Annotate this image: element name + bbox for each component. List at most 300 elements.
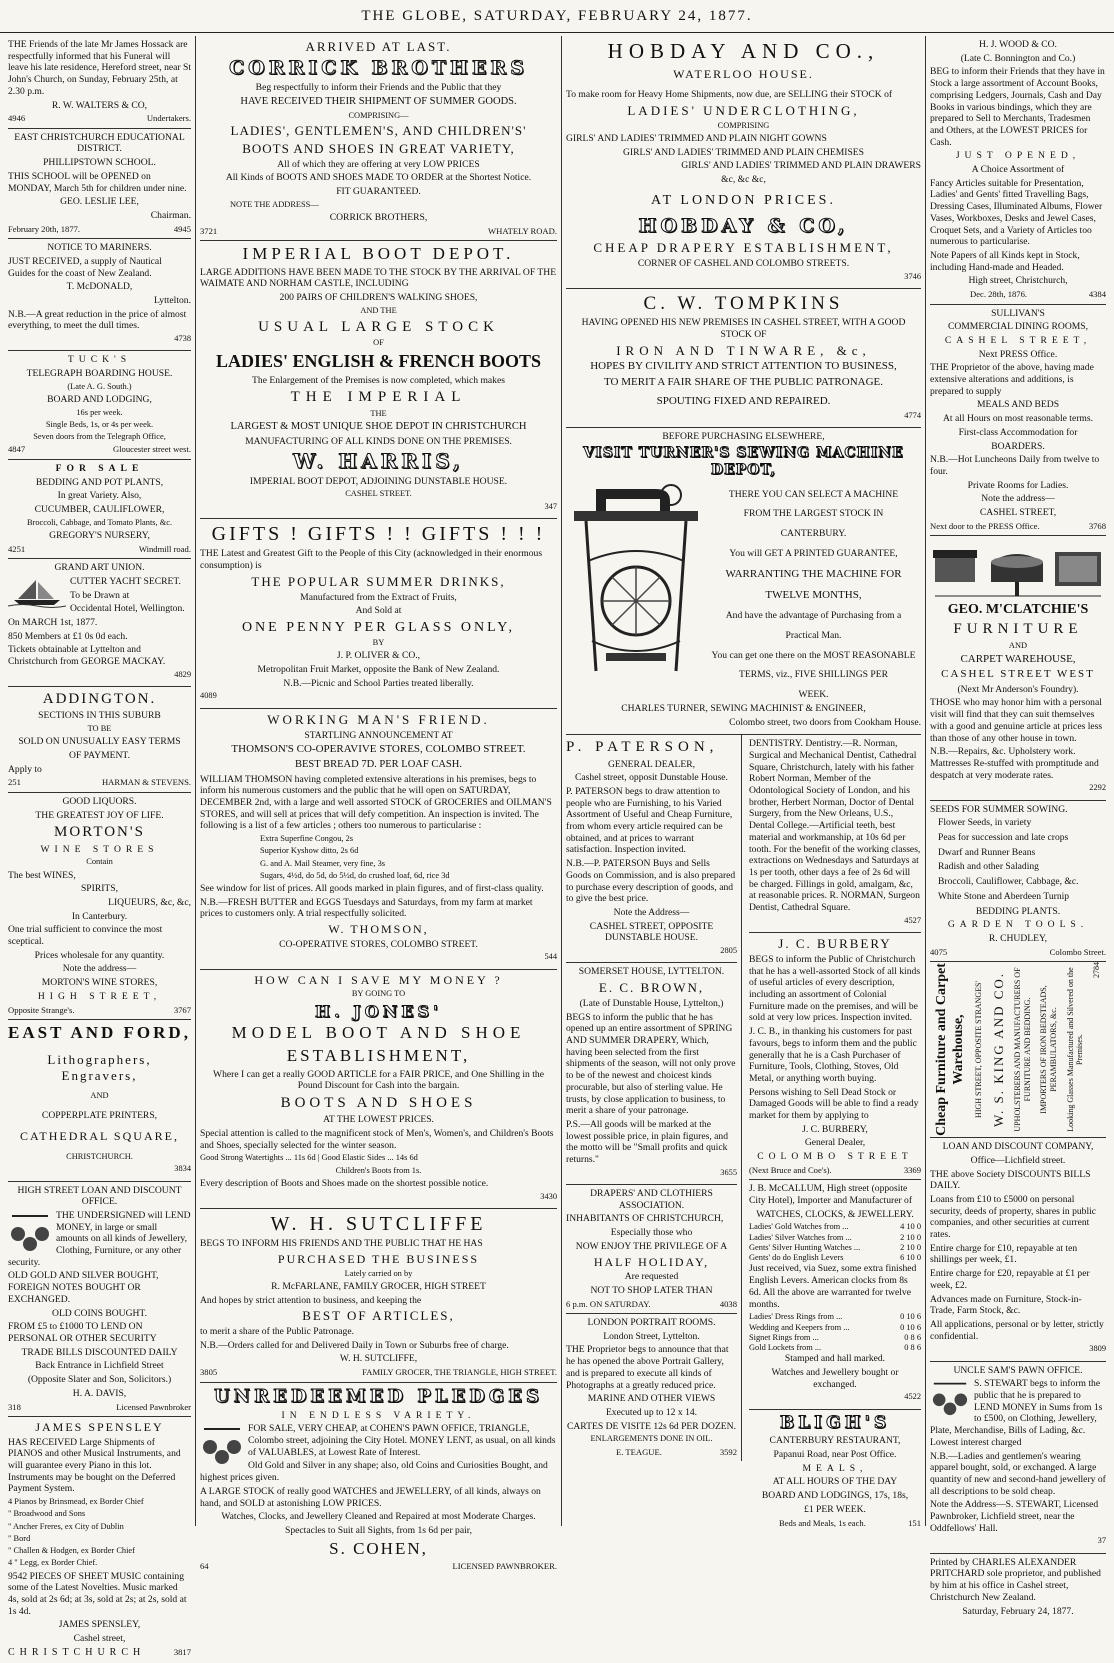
- ad-line: NOTE THE ADDRESS—: [230, 199, 319, 209]
- ad-line: Manufactured from the Extract of Fruits,: [300, 591, 457, 603]
- column-1: [4, 36, 196, 1658]
- ad-signature: J. P. OLIVER & CO.,: [336, 650, 421, 662]
- ad-line: GARDEN TOOLS.: [947, 919, 1089, 931]
- ad-line: Watches and Jewellery bought or exchanged.: [771, 1366, 899, 1390]
- ad-heading: LONDON PORTRAIT ROOMS.: [587, 1317, 716, 1329]
- ad-line: The best WINES,: [8, 869, 76, 881]
- ad-line: Special attention is called to the magnificent stock of Men's, Women's, and Children's Boots and Shoes, specially selected for the winter season.: [200, 1127, 554, 1151]
- ad-signature: H. A. DAVIS,: [72, 1387, 127, 1399]
- ad-cohens-pawn-office: [200, 1383, 557, 1576]
- ad-list-item: " Ancher Freres, ex City of Dublin: [8, 1521, 124, 1531]
- column-2: [196, 36, 562, 1572]
- ad-list-item: Sugars, 4½d, do 5d, do 5½d, do crushed loaf, 6d, rice 3d: [260, 870, 450, 880]
- ad-line: Seven doors from the Telegraph Office,: [33, 432, 166, 442]
- ad-line: N.B.—Hot Luncheons Daily from twelve to four.: [930, 454, 1100, 477]
- ad-heading: WORKING MAN'S FRIEND.: [267, 711, 490, 727]
- ad-line: N.B.—P. PATERSON Buys and Sells Goods on Commission, and is also prepared to purchase every description of goods, and to give the best price.: [566, 858, 736, 905]
- ad-line: Loans from £10 to £5000 on personal security, deeds of property, shares in public companies, and other securities at current rates.: [930, 1193, 1097, 1241]
- ad-line: CUCUMBER, CAULIFLOWER,: [34, 503, 165, 515]
- ad-line: THE above Society DISCOUNTS BILLS DAILY.: [930, 1168, 1091, 1192]
- ad-text: THIS SCHOOL will be OPENED on MONDAY, March 5th for children under nine.: [8, 170, 187, 194]
- ad-line: FROM £5 to £1000 TO LEND ON PERSONAL OR OTHER SECURITY: [8, 1321, 157, 1344]
- ad-heading: IMPERIAL BOOT DEPOT.: [242, 244, 515, 264]
- column-3-left: [566, 735, 742, 1461]
- ad-heading: VISIT TURNER'S SEWING MACHINE DEPOT,: [583, 444, 904, 478]
- ad-number: 3805: [200, 1367, 218, 1378]
- ad-number: 2292: [1089, 783, 1106, 793]
- seed-list-item: Broccoli, Cauliflower, Cabbage, &c.: [938, 876, 1079, 888]
- ad-heading: LOAN AND DISCOUNT COMPANY,: [942, 1141, 1094, 1153]
- ad-line: N.B.—Picnic and School Parties treated liberally.: [283, 677, 474, 689]
- ad-norman-dentistry: [749, 735, 921, 933]
- imprint-text: Printed by CHARLES ALEXANDER PRITCHARD sole proprietor, and published by him at his office in Cashel street, Christchurch New Zealand.: [930, 1556, 1101, 1603]
- price-value: 6 10 0: [900, 1253, 921, 1263]
- price-item: Wedding and Keepers from ...: [749, 1322, 850, 1332]
- masthead: THE GLOBE, SATURDAY, FEBRUARY 24, 1877.: [0, 0, 1114, 33]
- ad-line: Single Beds, 1s, or 4s per week.: [45, 419, 154, 429]
- ad-signature: CHARLES TURNER, SEWING MACHINIST & ENGINEER,: [621, 702, 866, 714]
- ad-line: HIGH STREET,: [37, 990, 162, 1002]
- ad-line: THE POPULAR SUMMER DRINKS,: [251, 573, 506, 589]
- ad-number: 4774: [904, 410, 921, 420]
- ad-line: INHABITANTS OF CHRISTCHURCH,: [566, 1213, 724, 1225]
- ad-line: Fancy Articles suitable for Presentation, Ladies' and Gents' fitted Travelling Bags, Dressing Cases, Illuminated Albums, Flower Vases, Workboxes, Desks and Jewel Cases, Croquet Sets, and a Variety of Articles too numerous to particularise.: [930, 177, 1103, 248]
- ad-title: MODEL BOOT AND SHOE: [231, 1023, 526, 1043]
- ad-line: Note the Address—S. STEWART, Licensed Pawnbroker, Lichfield street, near the Oddfellows' Hall.: [930, 1499, 1099, 1534]
- ad-line: PURCHASED THE BUSINESS: [277, 1251, 480, 1266]
- ad-line: All of which they are offering at very LOW PRICES: [277, 158, 480, 170]
- ad-address: Cashel street,: [73, 1633, 126, 1645]
- ad-title: MORTON'S: [54, 824, 145, 841]
- ad-line: Lately carried on by: [344, 1268, 413, 1278]
- ad-line: Back Entrance in Lichfield Street: [35, 1360, 164, 1372]
- ad-line: BOOTS AND SHOES IN GREAT VARIETY,: [242, 140, 515, 156]
- ad-line: J. B. McCALLUM, High street (opposite City Hotel), Importer and Manufacturer of: [749, 1183, 913, 1207]
- ad-line: OLD GOLD AND SILVER BOUGHT, FOREIGN NOTES BOUGHT OR EXCHANGED.: [8, 1270, 159, 1305]
- ad-line: NOW ENJOY THE PRIVILEGE OF A: [575, 1240, 728, 1252]
- ad-line: J. C. B., in thanking his customers for past favours, begs to inform them and the public generally that he is a Cash Purchaser of Furniture, Tools, Clothing, Stoves, Old Metal, or anything worth buying.: [749, 1026, 917, 1084]
- ad-line: MARINE AND OTHER VIEWS: [587, 1393, 716, 1405]
- ad-heading: NOTICE TO MARINERS.: [47, 242, 152, 254]
- ad-heading: GEO. M'CLATCHIE'S: [947, 602, 1089, 618]
- ad-line: BEGS to inform the public that he has opened up an entire assortment of SPRING AND SUMMER DRAPERY, Which, having been selected from the first shipments of the season, will not only prove to be of the newest and choicest kinds procurable, but also of sterling value. He trusts, by close application to business, to merit a share of your patronage.: [566, 1011, 736, 1117]
- ad-signature: R. CHUDLEY,: [988, 932, 1048, 944]
- ad-line: AT ALL HOURS OF THE DAY: [772, 1476, 898, 1488]
- ad-line: Prices wholesale for any quantity.: [34, 949, 165, 961]
- ad-number: 4945: [173, 223, 191, 234]
- ad-line: THE Latest and Greatest Gift to the People of this City (acknowledged in their enormous consumption) is: [200, 548, 543, 572]
- price-row: [749, 1233, 921, 1243]
- ad-line: 9542 PIECES OF SHEET MUSIC containing some of the Latest Novelties. Music marked 4s, sold at 2s 6d; at 3s, sold at 2s; at 2s, sold at 1s 4d.: [8, 1570, 187, 1617]
- ad-line: FOR SALE, VERY CHEAP, at COHEN'S PAWN OFFICE, TRIANGLE, Colombo street, adjoining the City Hotel. MONEY LENT, as usual, on all kinds of VALUABLES, at Lowest Rate of Interest.: [248, 1423, 556, 1458]
- ad-line: LADIES' UNDERCLOTHING,: [627, 102, 860, 118]
- ad-line: Beds and Meals, 1s each.: [779, 1517, 866, 1528]
- ad-line: The Enlargement of the Premises is now completed, which makes: [252, 374, 505, 386]
- ad-line: OLD COINS BOUGHT.: [52, 1307, 147, 1319]
- ad-sullivans-dining-rooms: [930, 305, 1106, 537]
- price-item: Gents' Silver Hunting Watches ...: [749, 1242, 861, 1252]
- ad-signature: HARMAN & STEVENS.: [101, 777, 191, 788]
- ad-line: (Late C. Bonnington and Co.): [960, 52, 1076, 64]
- ad-line: THERE YOU CAN SELECT A MACHINE: [728, 488, 899, 500]
- ad-line: WARRANTING THE MACHINE FOR: [725, 567, 902, 580]
- ad-line: Note the Address—: [613, 906, 690, 918]
- ad-line: High street, Christchurch,: [968, 275, 1068, 287]
- ad-line: Just received, via Suez, some extra finished English Levers. American clocks from 8s 6d. All the above are warranted for twelve months.: [749, 1263, 917, 1310]
- ad-line: R. McFARLANE, FAMILY GROCER, HIGH STREET: [271, 1280, 486, 1292]
- ad-line: JUST OPENED,: [955, 150, 1081, 162]
- ad-line: IRON AND TINWARE, &c,: [616, 342, 871, 358]
- ad-line: Where I can get a really GOOD ARTICLE for a FAIR PRICE, and One Shilling in the Pound Discount for Cash into the bargain.: [213, 1068, 544, 1092]
- ad-line: MORTON'S WINE STORES,: [41, 977, 158, 989]
- ad-line: BEST BREAD 7D. PER LOAF CASH.: [295, 758, 462, 770]
- ad-notice-to-mariners: [8, 239, 191, 351]
- ad-role: LICENSED PAWNBROKER.: [452, 1561, 557, 1572]
- ad-line: CATHEDRAL SQUARE,: [20, 1129, 179, 1144]
- ad-address: CASHEL STREET,: [979, 507, 1057, 519]
- ad-heading: EAST AND FORD,: [8, 1023, 191, 1043]
- ad-line: N.B.—Ladies and gentlemen's wearing apparel bought, sold, or exchanged. A large quantity of new and second-hand jewellery of all descriptions to be sold cheap.: [930, 1450, 1106, 1497]
- ad-heading: ADDINGTON.: [42, 691, 157, 707]
- ad-line: Note the address—: [981, 493, 1055, 505]
- ad-title: E. C. BROWN,: [598, 980, 705, 996]
- ad-heading: HIGH STREET LOAN AND DISCOUNT OFFICE.: [17, 1184, 182, 1208]
- ad-line: Entire charge for £10, repayable at ten shillings per week, £1.: [930, 1242, 1078, 1266]
- ad-address: WHATELY ROAD.: [488, 225, 557, 236]
- ad-subheading: PHILLIPSTOWN SCHOOL.: [43, 157, 156, 169]
- ad-number: 4527: [904, 915, 921, 925]
- ad-heading: UNREDEEMED PLEDGES: [213, 1385, 543, 1407]
- price-row: [749, 1243, 921, 1253]
- ad-line: AT LONDON PRICES.: [651, 192, 836, 208]
- ad-w-s-king-furniture: [930, 962, 1106, 1138]
- ad-number: 4075: [930, 946, 948, 957]
- ad-line: £1 PER WEEK.: [804, 1503, 866, 1515]
- ad-signature: R. W. WALTERS & CO,: [51, 99, 148, 111]
- ad-number: 4038: [719, 1298, 737, 1309]
- price-item: Gold Lockets from ...: [749, 1343, 822, 1352]
- ad-h-j-wood-stationers: [930, 36, 1106, 305]
- ad-line: STARTLING ANNOUNCEMENT AT: [304, 729, 453, 741]
- ad-line: First-class Accommodation for: [958, 426, 1078, 438]
- ad-line: P. PATERSON begs to draw attention to people who are Furnishing, to his Varied Assortment of Useful and Cheap Furniture, from whom every article required can be obtained, and at prices to warrant satisfaction. Inspection invited.: [566, 785, 733, 856]
- ad-subheading: IN ENDLESS VARIETY.: [281, 1409, 476, 1421]
- ad-hobday-and-co: [566, 36, 921, 289]
- ad-line: GIRLS' AND LADIES' TRIMMED AND PLAIN DRAWERS: [681, 160, 921, 172]
- ad-number: 347: [544, 501, 557, 511]
- ad-line: FROM THE LARGEST STOCK IN: [743, 508, 884, 520]
- seed-list-item: Peas for succession and late crops: [938, 832, 1069, 843]
- ad-line: COMPRISING: [717, 120, 770, 130]
- ad-date: February 20th, 1877.: [8, 223, 81, 234]
- ring-price-table: [749, 1312, 921, 1353]
- ad-number: 3834: [174, 1164, 191, 1174]
- ad-line: Stamped and hall marked.: [784, 1353, 886, 1365]
- ad-line: &c, &c &c,: [721, 174, 766, 186]
- ad-line: Every description of Boots and Shoes made on the shortest possible notice.: [200, 1177, 489, 1189]
- ad-line: To be Drawn at: [70, 589, 130, 601]
- ad-number: 4829: [174, 669, 191, 679]
- ad-heading: W. H. SUTCLIFFE: [270, 1212, 487, 1235]
- ad-imperial-boot-depot: [200, 241, 557, 519]
- price-value: 2 10 0: [900, 1242, 921, 1252]
- ad-tucks-boarding-house: [8, 351, 191, 460]
- ad-line: NOT TO SHOP LATER THAN: [590, 1284, 713, 1296]
- ad-burbery-dealer: [749, 933, 921, 1180]
- ad-heading: HOBDAY AND CO.,: [607, 39, 880, 63]
- ad-line: And hopes by strict attention to business, and keeping the: [200, 1294, 422, 1306]
- ad-heading: Cheap Furniture and Carpet Warehouse,: [934, 963, 967, 1137]
- ad-sutcliffe-grocer: [200, 1209, 557, 1383]
- ad-line: Persons wishing to Sell Dead Stock or Damaged Goods will be able to find a ready market for them by applying to: [749, 1086, 919, 1122]
- ad-line: Especially those who: [610, 1227, 693, 1239]
- ad-heading: SOMERSET HOUSE, LYTTELTON.: [578, 966, 725, 978]
- pawn-balls-icon: [200, 1425, 244, 1465]
- ad-address: FAMILY GROCER, THE TRIANGLE, HIGH STREET.: [362, 1367, 557, 1378]
- ad-line: CARPET WAREHOUSE,: [960, 652, 1076, 665]
- ad-number: 4738: [174, 334, 191, 344]
- ad-line: P.S.—All goods will be marked at the lowest possible price, in plain figures, and the motto will be "Small profits and quick returns.": [566, 1118, 728, 1166]
- ad-line: ONE PENNY PER GLASS ONLY,: [241, 620, 516, 636]
- ad-line: SOLD ON UNUSUALLY EASY TERMS: [18, 736, 181, 748]
- ad-title: H. JONES': [314, 1001, 443, 1021]
- ad-signature: S. COHEN,: [329, 1538, 428, 1558]
- ad-line: ENLARGEMENTS DONE IN OIL.: [590, 1434, 713, 1444]
- ad-role: Licensed Pawnbroker: [116, 1401, 191, 1412]
- ad-line: Are requested: [624, 1271, 679, 1283]
- ad-list-item: " Broadwood and Sons: [8, 1509, 86, 1519]
- ad-heading: COMMERCIAL DINING ROOMS,: [947, 321, 1089, 333]
- ad-line: Looking Glasses Manufactured and Silvered on the Premises.: [1065, 967, 1085, 1132]
- ad-line: BOARD AND LODGING,: [47, 393, 152, 405]
- ad-line: TO MERIT A FAIR SHARE OF THE PUBLIC PATRONAGE.: [603, 375, 884, 388]
- seed-list: [930, 817, 1106, 902]
- ad-line: CANTERBURY RESTAURANT,: [769, 1435, 901, 1447]
- ad-place: Lyttelton.: [153, 294, 191, 306]
- ad-drapers-association: [566, 1185, 737, 1314]
- ad-line: USUAL LARGE STOCK: [258, 319, 499, 336]
- ad-line: (Next Mr Anderson's Foundry).: [957, 683, 1079, 695]
- ad-line: 850 Members at £1 0s 0d each.: [8, 630, 128, 642]
- ad-line: BEDDING AND POT PLANTS,: [35, 476, 164, 488]
- ad-turners-sewing-machine-depot: [566, 428, 921, 735]
- ad-line: AND: [1008, 640, 1028, 650]
- ad-e-c-brown-draper: [566, 963, 737, 1185]
- ad-blighs-restaurant: [749, 1410, 921, 1532]
- ad-line: At all Hours on most reasonable terms.: [942, 413, 1093, 425]
- ad-line: Occidental Hotel, Wellington.: [70, 603, 185, 615]
- ad-heading: ARRIVED AT LAST.: [305, 39, 452, 54]
- ad-gifts-summer-drinks: [200, 519, 557, 709]
- price-value: 0 8 6: [904, 1332, 921, 1342]
- ad-grand-art-union: [8, 559, 191, 687]
- ad-list-item: Superior Kyshow ditto, 2s 6d: [260, 846, 359, 856]
- ad-list-item: 4 " Legg, ex Border Chief.: [8, 1558, 98, 1568]
- ad-line: On MARCH 1st, 1877.: [8, 616, 98, 628]
- ad-subheading: Next PRESS Office.: [978, 348, 1058, 360]
- ad-number: 3369: [903, 1164, 921, 1175]
- ad-list-item: 4 Pianos by Brinsmead, ex Border Chief: [8, 1497, 144, 1507]
- ad-line: TRADE BILLS DISCOUNTED DAILY: [21, 1346, 178, 1358]
- ad-number: 4251: [8, 543, 26, 554]
- ad-signature: GEO. LESLIE LEE,: [60, 196, 139, 208]
- ad-line: LARGEST & MOST UNIQUE SHOE DEPOT IN CHRISTCHURCH: [230, 420, 527, 432]
- ad-line: (Opposite Slater and Son, Solicitors.): [27, 1374, 172, 1386]
- ad-for-sale-plants: [8, 460, 191, 559]
- ad-chudley-seeds: [930, 801, 1106, 963]
- ad-line: CO-OPERATIVE STORES, COLOMBO STREET.: [279, 938, 478, 950]
- ad-line: BY GOING TO: [351, 989, 406, 999]
- ad-line: Next door to the PRESS Office.: [930, 520, 1040, 531]
- ad-line: Children's Boots from 1s.: [335, 1165, 422, 1175]
- ad-line: A Choice Assortment of: [971, 164, 1065, 176]
- ad-heading: P. PATERSON,: [566, 739, 719, 756]
- ad-note: N.B.—A great reduction in the price of almost everything, to meet the dull times.: [8, 308, 187, 332]
- ad-heading: GRAND ART UNION.: [54, 562, 145, 574]
- ad-title: ESTABLISHMENT,: [286, 1045, 471, 1065]
- ad-line: Tickets obtainable at Lyttelton and Christchurch from GEORGE MACKAY.: [8, 644, 166, 668]
- ad-mortons-wine-stores: [8, 793, 191, 1020]
- ad-line: FIT GUARANTEED.: [336, 185, 421, 197]
- ad-line: Papanui Road, near Post Office.: [773, 1449, 897, 1461]
- ad-line: Old Gold and Silver in any shape; also, old Coins and Curiosities Bought, and highest prices given.: [200, 1460, 548, 1484]
- ad-line: In great Variety. Also,: [57, 490, 142, 502]
- ad-signature: W. H. SUTCLIFFE,: [339, 1353, 418, 1365]
- ad-line: (Late of Dunstable House, Lyttelton,): [579, 997, 724, 1009]
- ad-line: THE Proprietor begs to announce that that he has opened the above Portrait Gallery, and is prepared to execute all kinds of Photographs at a greatly reduced price.: [566, 1344, 729, 1391]
- ad-list-item: G. and A. Mail Steamer, very fine, 3s: [260, 858, 386, 868]
- ad-line: Practical Man.: [785, 630, 842, 642]
- ad-line: THE UNDERSIGNED will LEND MONEY, in large or small amounts on all kinds of Jewellery, Clothing, Furniture, or any other security.: [8, 1209, 191, 1268]
- price-item: Ladies' Dress Rings from ...: [749, 1312, 843, 1322]
- ad-subheading: London Street, Lyttelton.: [603, 1330, 700, 1342]
- ad-list-item: " Bord: [8, 1533, 31, 1543]
- ad-line: Watches, Clocks, and Jewellery Cleaned and Repaired at most Moderate Charges.: [221, 1511, 536, 1523]
- ad-number: 3767: [173, 1004, 191, 1015]
- ad-line: THOMSON'S CO-OPERAVIVE STORES, COLOMBO STREET.: [231, 743, 526, 756]
- ad-line: BEGS to inform the Public of Christchurch that he has a well-assorted Stock of all kinds of useful articles of every description, including an assortment of Colonial Furniture made on the premises, and will be sold at very low prices. Inspection invited.: [749, 953, 921, 1024]
- price-value: 2 10 0: [900, 1232, 921, 1242]
- ad-line: WILLIAM THOMSON having completed extensive alterations in his premises, begs to inform his numerous customers and the public that he will open on SATURDAY, DECEMBER 2nd, with a large and well assorted STOCK of GROCERIES and OILMAN'S STORES, and will sell at prices that will defy competition. An inspection is invited. The following is a list of a few articles ; others too numerous to particularise :: [200, 773, 552, 832]
- ad-heading: FOR SALE: [55, 462, 144, 474]
- ad-line: CHEAP DRAPERY ESTABLISHMENT,: [593, 240, 894, 256]
- ad-line: Broccoli, Cabbage, and Tomato Plants, &c.: [26, 517, 173, 527]
- ad-line: CARTES DE VISITE 12s 6d PER DOZEN.: [566, 1420, 736, 1432]
- ad-date: Dec. 28th, 1876.: [970, 289, 1028, 300]
- ad-line: HAVE RECEIVED THEIR SHIPMENT OF SUMMER GOODS.: [240, 95, 517, 107]
- ad-line: MEALS,: [802, 1462, 868, 1474]
- ad-line: BEST OF ARTICLES,: [302, 1308, 455, 1324]
- price-row: [749, 1253, 921, 1263]
- ad-line: CHRISTCHURCH.: [66, 1152, 133, 1162]
- imprint-date: Saturday, February 24, 1877.: [962, 1605, 1074, 1617]
- ad-heading: BLIGH'S: [779, 1412, 891, 1433]
- seed-list-item: Radish and other Salading: [938, 861, 1039, 873]
- ad-line: BEFORE PURCHASING ELSEWHERE,: [662, 430, 825, 442]
- ad-line: AT THE LOWEST PRICES.: [323, 1114, 434, 1126]
- ad-line: MANUFACTURING OF ALL KINDS DONE ON THE PREMISES.: [245, 435, 512, 447]
- ad-line: AND: [90, 1091, 109, 1101]
- ad-heading: J. C. BURBERY: [778, 936, 892, 952]
- ad-line: Private Rooms for Ladies.: [967, 479, 1069, 491]
- ad-signature: CORRICK BROTHERS,: [329, 211, 428, 223]
- ad-line: GENERAL DEALER,: [607, 758, 696, 770]
- ad-number: 151: [908, 1517, 921, 1528]
- ad-thomson-co-operative: [200, 709, 557, 970]
- ad-line: 6 p.m. ON SATURDAY.: [566, 1298, 651, 1309]
- ad-line: GREGORY'S NURSERY,: [49, 529, 150, 541]
- ad-address: Opposite Strange's.: [8, 1004, 75, 1015]
- ad-heading: C. W. TOMPKINS: [643, 292, 844, 314]
- ad-line: TO BE: [87, 724, 112, 733]
- ad-line: GIRLS' AND LADIES' TRIMMED AND PLAIN NIGHT GOWNS: [566, 133, 827, 145]
- ad-number: 3592: [719, 1446, 737, 1457]
- ad-subheading: Office—Lichfield street.: [970, 1154, 1066, 1166]
- ad-line: N.B.—Repairs, &c. Upholstery work. Mattresses Re-stuffed with promptitude and despatch at very moderate rates.: [930, 746, 1099, 781]
- ad-city: CHRISTCHURCH: [8, 1646, 146, 1658]
- ad-line: Beg respectfully to inform their Friends and the Public that they: [255, 82, 502, 94]
- sewing-machine-illustration: [566, 481, 706, 681]
- ad-line: MEALS AND BEDS: [976, 399, 1060, 411]
- price-row: [749, 1323, 921, 1333]
- ad-line: Spectacles to Suit all Sights, from 1s 6d per pair,: [285, 1524, 472, 1536]
- ad-number: 544: [544, 952, 557, 962]
- ad-line: Apply to: [8, 763, 42, 775]
- price-value: 4 10 0: [900, 1222, 921, 1232]
- ad-line: Lithographers, Engravers,: [47, 1051, 152, 1083]
- ad-line: S. STEWART begs to inform the public that he is prepared to LEND MONEY in Sums from 1s to £500, on Clothing, Jewellery, Plate, Merchandise, Bills of Lading, &c. Lowest interest charged: [930, 1378, 1103, 1448]
- ad-line: To make room for Heavy Home Shipments, now due, are SELLING their STOCK of: [566, 89, 893, 101]
- ad-line: AND THE: [360, 305, 397, 315]
- ad-h-jones-boots: [200, 970, 557, 1209]
- ad-line: BY: [372, 638, 385, 648]
- ad-line: DENTISTRY. Dentistry.—R. Norman, Surgical and Mechanical Dentist, Cathedral Square, Christchurch, lately with his father Robert Norman, Member of the Odontological Society of London, and his brother, Herbert Norman, Doctor of Dental Surgery, from the New Orleans, U.S., Dental College.—Artificial teeth, best material and workmanship, at 10s 6d per tooth. For the benefit of the working classes, extractions on Wednesdays and Saturdays at 1s per tooth, other days a fee of 2s 6d will be charged. Fillings in gold, amalgam, &c, at reasonable prices. R. NORMAN, Surgeon Dentist, Cathedral Square.: [749, 738, 921, 914]
- price-value: 0 10 6: [900, 1322, 921, 1332]
- ad-line: COMPRISING—: [348, 110, 409, 120]
- ad-line: Entire charge for £20, repayable at £1 per week, £2.: [930, 1268, 1090, 1291]
- ad-line: 200 PAIRS OF CHILDREN'S WALKING SHOES,: [279, 292, 478, 304]
- ad-title: FURNITURE: [953, 621, 1083, 638]
- seed-list-item: Dwarf and Runner Beans: [938, 846, 1036, 858]
- ad-grid-lower-column-3: [566, 735, 921, 1532]
- ad-number: 37: [1097, 1536, 1106, 1546]
- ad-line: WATERLOO HOUSE.: [673, 66, 814, 81]
- ad-title: CORRICK BROTHERS: [229, 56, 528, 79]
- ad-line: Executed up to 12 x 14.: [605, 1406, 698, 1418]
- ad-signature: JAMES SPENSLEY,: [58, 1619, 141, 1631]
- ad-line: HIGH STREET, OPPOSITE STRANGES': [974, 981, 984, 1119]
- printers-imprint: [930, 1554, 1106, 1624]
- ad-signature: J. C. BURBERY,: [802, 1123, 868, 1135]
- price-row: [749, 1343, 921, 1353]
- ad-line: All Kinds of BOOTS AND SHOES MADE TO ORDER at the Shortest Notice.: [225, 172, 532, 184]
- ad-number: 3768: [1088, 520, 1106, 531]
- ad-heading: SULLIVAN'S: [991, 307, 1045, 319]
- ad-number: 3809: [1089, 1344, 1106, 1354]
- ad-title: LADIES' ENGLISH & FRENCH BOOTS: [215, 350, 542, 371]
- ad-number: 318: [8, 1401, 21, 1412]
- ad-line: THE: [370, 408, 387, 418]
- ad-line: COPPERPLATE PRINTERS,: [41, 1109, 158, 1121]
- price-item: Gents' do do English Levers: [749, 1253, 844, 1263]
- ad-line: OF PAYMENT.: [69, 749, 130, 761]
- ad-phillipstown-school: [8, 129, 191, 239]
- ad-number: 4089: [200, 691, 217, 701]
- ad-line: CANTERBURY.: [780, 528, 847, 540]
- ad-east-and-ford: [8, 1020, 191, 1182]
- watch-price-table: [749, 1222, 921, 1263]
- price-row: [749, 1333, 921, 1343]
